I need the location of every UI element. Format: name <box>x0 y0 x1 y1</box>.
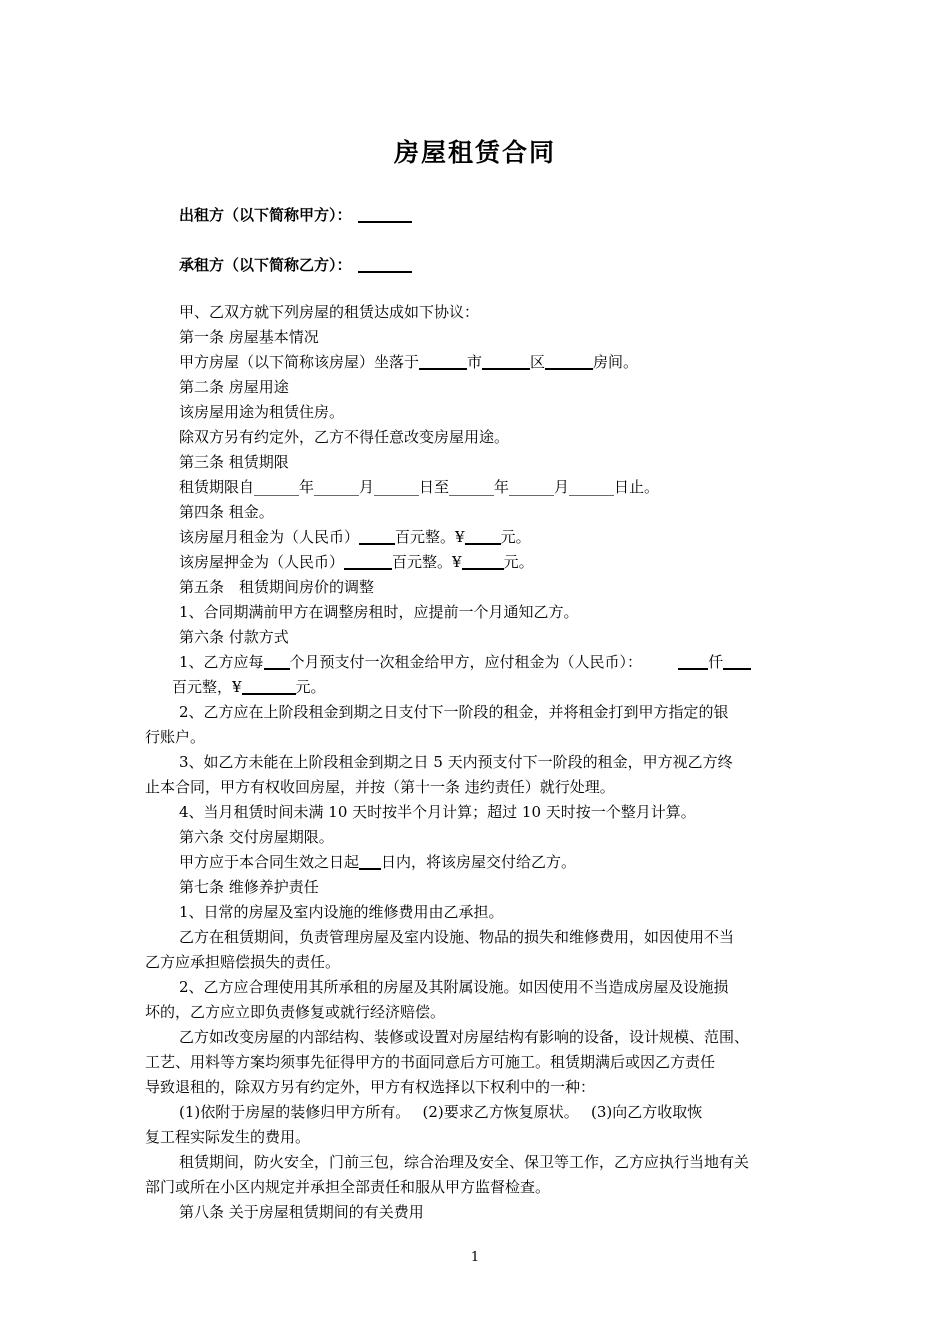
article7-line2: 乙方在租赁期间，负责管理房屋及室内设施、物品的损失和维修费用，如因使用不当 <box>179 928 735 946</box>
text-segment: 1、乙方应每 <box>179 653 264 671</box>
article6-title: 第六条 付款方式 <box>179 628 289 646</box>
article6-line2 <box>172 677 326 697</box>
article7-title: 第七条 维修养护责任 <box>179 878 319 896</box>
payment-amount-blank[interactable] <box>242 679 296 695</box>
text-segment: 甲方房屋（以下简称该房屋）坐落于 <box>179 353 420 371</box>
room-blank[interactable] <box>545 354 593 370</box>
lessor-line <box>179 204 412 225</box>
hundreds-blank[interactable] <box>723 654 751 670</box>
article6-line3: 2、乙方应在上阶段租金到期之日支付下一阶段的租金，并将租金打到甲方指定的银 <box>179 703 729 721</box>
text-segment: 该房屋押金为（人民币） <box>179 553 345 571</box>
article1-title: 第一条 房屋基本情况 <box>179 328 319 346</box>
lessee-label: 承租方（以下简称乙方）： <box>179 256 352 274</box>
text-segment: 百元整。¥ <box>395 528 465 546</box>
intro-line: 甲、乙双方就下列房屋的租赁达成如下协议： <box>179 303 480 321</box>
article2-title: 第二条 房屋用途 <box>179 378 289 396</box>
lessor-label: 出租方（以下简称甲方）： <box>179 206 352 224</box>
article6-line1 <box>179 652 751 672</box>
article7-line5: 坏的，乙方应立即负责修复或就行经济赔偿。 <box>145 1003 446 1021</box>
article4-deposit-line <box>179 552 534 572</box>
text-segment: 区 <box>530 353 546 371</box>
city-blank[interactable] <box>419 354 467 370</box>
article7-line9: (1)依附于房屋的装修归甲方所有。 (2)要求乙方恢复原状。 (3)向乙方收取恢 <box>179 1103 703 1121</box>
text-segment: 市 <box>467 353 483 371</box>
article7-line7: 工艺、用料等方案均须事先征得甲方的书面同意后方可施工。租赁期满后或因乙方责任 <box>145 1053 716 1071</box>
article6-line4: 行账户。 <box>145 728 206 746</box>
text-segment: 百元整，¥ <box>172 678 242 696</box>
lessor-blank[interactable] <box>358 206 412 223</box>
article7-line6: 乙方如改变房屋的内部结构、装修或设置对房屋结构有影响的设备，设计规模、范围、 <box>179 1028 750 1046</box>
article7-line8: 导致退租的，除双方另有约定外，甲方有权选择以下权利中的一种： <box>145 1078 596 1096</box>
article6b-title: 第六条 交付房屋期限。 <box>179 828 334 846</box>
text-segment: 日内，将该房屋交付给乙方。 <box>381 853 577 871</box>
district-blank[interactable] <box>482 354 530 370</box>
article7-line4: 2、乙方应合理使用其所承租的房屋及其附属设施。如因使用不当造成房屋及设施损 <box>179 978 729 996</box>
article1-line <box>179 352 638 372</box>
article2-line2: 除双方另有约定外，乙方不得任意改变房屋用途。 <box>179 428 510 446</box>
rent-amount-blank[interactable] <box>465 529 501 545</box>
article8-title: 第八条 关于房屋租赁期间的有关费用 <box>179 1203 424 1221</box>
deposit-words-blank[interactable] <box>344 554 392 570</box>
article6-line6: 止本合同，甲方有权收回房屋，并按（第十一条 违约责任）就行处理。 <box>145 778 615 796</box>
lessee-line <box>179 254 412 275</box>
article7-line12: 部门或所在小区内规定并承担全部责任和服从甲方监督检查。 <box>145 1178 551 1196</box>
article5-line1: 1、合同期满前甲方在调整房租时，应提前一个月通知乙方。 <box>179 603 579 621</box>
text-segment: 房间。 <box>593 353 639 371</box>
article3-title: 第三条 租赁期限 <box>179 453 289 471</box>
text-segment: 元。 <box>295 678 326 696</box>
page-number: 1 <box>470 1250 480 1265</box>
text-segment: 元。 <box>503 553 534 571</box>
text-segment: 元。 <box>500 528 531 546</box>
article7-line10: 复工程实际发生的费用。 <box>145 1128 311 1146</box>
article7-line11: 租赁期间，防火安全，门前三包，综合治理及安全、保卫等工作，乙方应执行当地有关 <box>179 1153 750 1171</box>
article4-rent-line <box>179 527 531 547</box>
months-blank[interactable] <box>264 654 290 670</box>
lessee-blank[interactable] <box>358 256 412 273</box>
rent-words-blank[interactable] <box>359 529 395 545</box>
article6-line7: 4、当月租赁时间未满 10 天时按半个月计算；超过 10 天时按一个整月计算。 <box>179 803 696 821</box>
text-segment: 甲方应于本合同生效之日起 <box>179 853 360 871</box>
article6-line5: 3、如乙方未能在上阶段租金到期之日 5 天内预支付下一阶段的租金，甲方视乙方终 <box>179 753 733 771</box>
text-segment: 仟 <box>708 653 724 671</box>
thousands-blank[interactable] <box>678 654 708 670</box>
deposit-amount-blank[interactable] <box>462 554 504 570</box>
delivery-days-blank[interactable] <box>359 854 381 870</box>
article5-title: 第五条 租赁期间房价的调整 <box>179 578 375 596</box>
text-segment: 百元整。¥ <box>392 553 462 571</box>
text-segment: 个月预支付一次租金给甲方，应付租金为（人民币）： <box>289 653 643 671</box>
article3-line1: 租赁期限自______年______月______日至______年______月______日止。 <box>179 478 660 496</box>
text-segment: 该房屋月租金为（人民币） <box>179 528 360 546</box>
article6b-line1 <box>179 852 576 872</box>
article4-title: 第四条 租金。 <box>179 503 274 521</box>
article7-line1: 1、日常的房屋及室内设施的维修费用由乙承担。 <box>179 903 504 921</box>
article2-line1: 该房屋用途为租赁住房。 <box>179 403 345 421</box>
document-title: 房屋租赁合同 <box>393 138 556 167</box>
article7-line3: 乙方应承担赔偿损失的责任。 <box>145 953 341 971</box>
